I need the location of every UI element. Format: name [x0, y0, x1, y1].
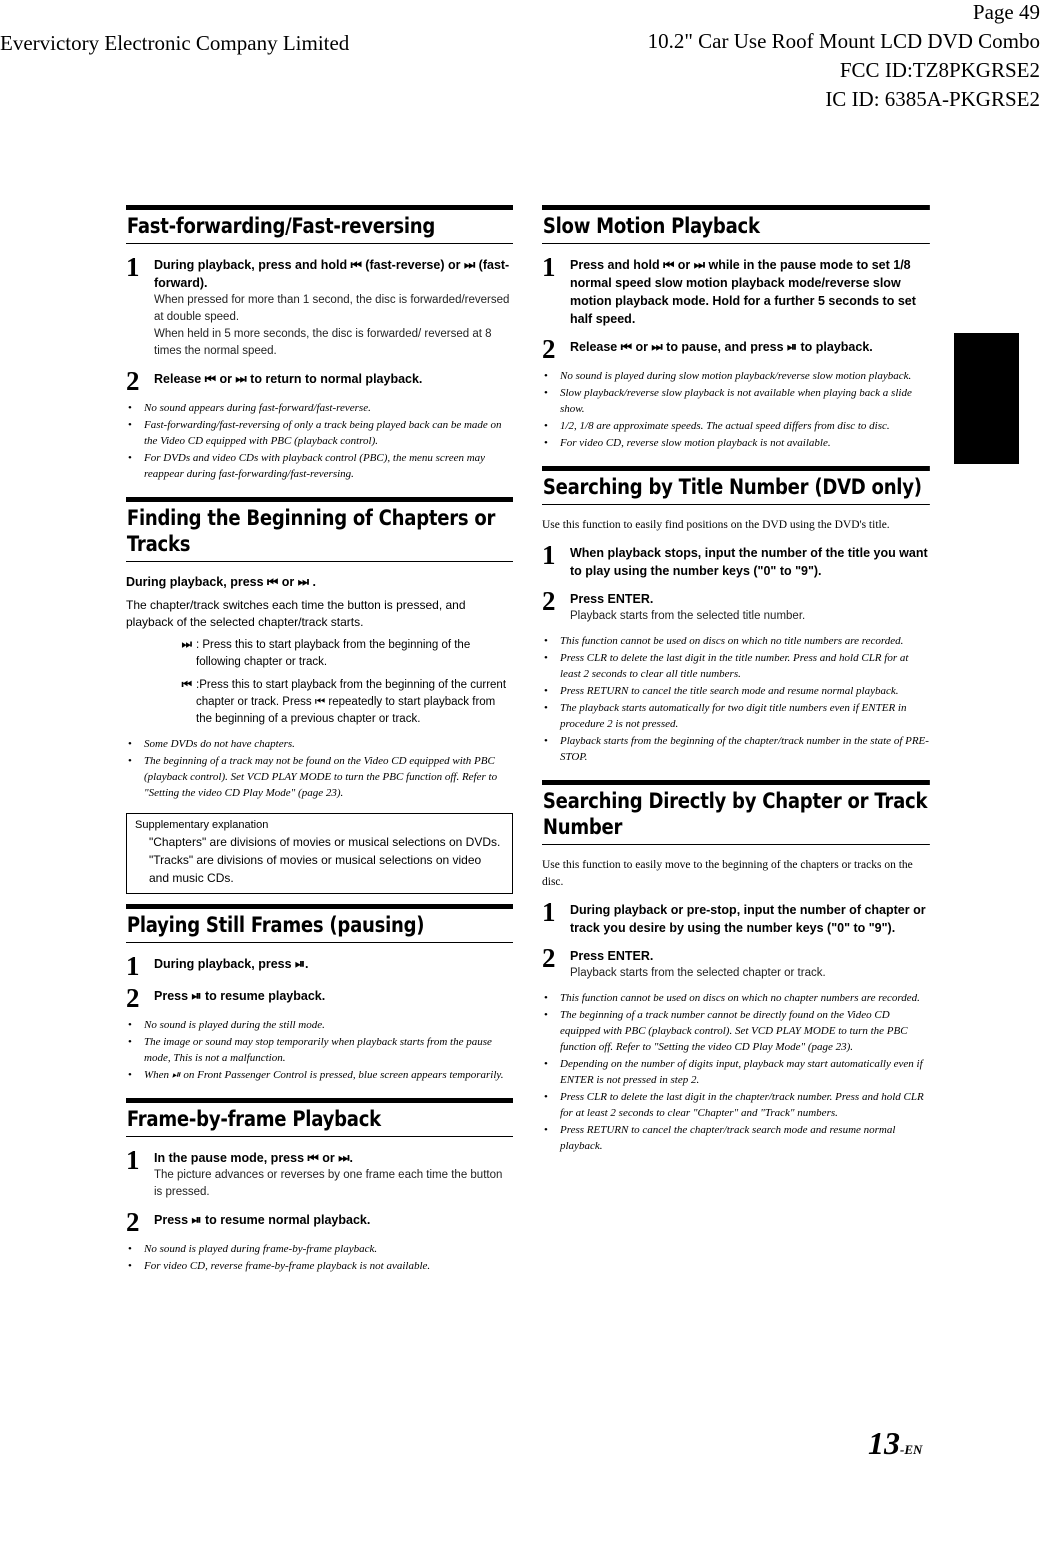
step-text: During playback, press and hold ⏮ (fast-reverse) or ⏭ (fast-forward).: [154, 258, 510, 290]
header-right: [648, 0, 1040, 116]
step-text: When playback stops, input the number of the title you want to play using the number keys ("0" to "9").: [570, 546, 928, 578]
step: [126, 951, 513, 981]
supplementary-title: Supplementary explanation: [135, 819, 269, 831]
section-title: Searching by Title Number (DVD only): [542, 466, 930, 505]
step-number: 1: [126, 252, 140, 282]
section-direct-search: [542, 780, 930, 1154]
note-item: • The beginning of a track number cannot be directly found on the Video CD equipped with PBC (playback control). Set VCD PLAY MODE to turn the PBC function off. Refer to "Setting the video CD Play Mode" (page 23).: [542, 1007, 930, 1055]
step: [542, 252, 930, 328]
step-text: During playback, press ⏯.: [154, 957, 309, 971]
step: [126, 366, 513, 396]
page-label: Page 49: [972, 0, 1040, 24]
fcc-id: FCC ID:TZ8PKGRSE2: [839, 58, 1040, 82]
step-desc: Playback starts from the selected chapter or track.: [570, 967, 826, 979]
explanation-text: : Press this to start playback from the beginning of the following chapter or track.: [196, 639, 471, 668]
note-item: • No sound is played during frame-by-frame playback.: [126, 1241, 513, 1257]
note-item: • The image or sound may stop temporarily when playback starts from the pause mode, This is not a malfunction.: [126, 1034, 513, 1066]
supplementary-box: [126, 813, 513, 894]
step-desc: When held in 5 more seconds, the disc is forwarded/ reversed at 8 times the normal speed.: [154, 328, 492, 357]
notes-list: [542, 368, 930, 451]
note-item: • Press RETURN to cancel the chapter/track search mode and resume normal playback.: [542, 1122, 930, 1154]
notes-list: [126, 736, 513, 801]
step-text: In the pause mode, press ⏮ or ⏭.: [154, 1151, 353, 1165]
step-number: 2: [126, 983, 140, 1013]
step-text: Release ⏮ or ⏭ to return to normal playback.: [154, 372, 423, 386]
step: [542, 586, 930, 625]
step-desc: The picture advances or reverses by one frame each time the button is pressed.: [154, 1169, 503, 1198]
step-number: 2: [126, 1207, 140, 1237]
note-item: • Press RETURN to cancel the title search mode and resume normal playback.: [542, 683, 930, 699]
step: [542, 943, 930, 982]
step: [542, 897, 930, 937]
note-item: • The playback starts automatically for two digit title numbers even if ENTER in procedure 2 is not pressed.: [542, 700, 930, 732]
explanation-text: :Press this to start playback from the beginning of the current chapter or track. Press ⏮ repeatedly to start playback from the beginning of a previous chapter or track.: [196, 679, 507, 725]
step-number: 1: [542, 540, 556, 570]
note-item: • Press CLR to delete the last digit in the chapter/track number. Press and hold CLR for at least 2 seconds to clear "Chapter" and "Track" numbers.: [542, 1089, 930, 1121]
note-item: • Slow playback/reverse slow playback is not available when playing back a slide show.: [542, 385, 930, 417]
step-text: Press ⏯ to resume normal playback.: [154, 1213, 371, 1227]
step: [126, 252, 513, 360]
right-column: [542, 205, 930, 1155]
step-desc: Playback starts from the selected title number.: [570, 610, 806, 622]
section-title-search: [542, 466, 930, 765]
section-intro: Use this function to easily move to the beginning of the chapters or tracks on the disc.: [542, 859, 913, 888]
step-text: Release ⏮ or ⏭ to pause, and press ⏯ to playback.: [570, 340, 873, 354]
step-number: 1: [542, 897, 556, 927]
note-item: • For video CD, reverse frame-by-frame playback is not available.: [126, 1258, 513, 1274]
skip-forward-icon: ⏭: [181, 639, 192, 651]
notes-list: [126, 1241, 513, 1274]
notes-list: [542, 633, 930, 765]
section-title: Finding the Beginning of Chapters or Tracks: [126, 497, 513, 562]
note-item: • The beginning of a track may not be found on the Video CD equipped with PBC (playback control). Set VCD PLAY MODE to turn the PBC function off. Refer to "Setting the video CD Play Mode" (page 23).: [126, 753, 513, 801]
skip-back-icon: ⏮: [181, 679, 192, 691]
step-text: Press ENTER.: [570, 592, 654, 606]
product-name: 10.2" Car Use Roof Mount LCD DVD Combo: [647, 29, 1040, 53]
note-item: • This function cannot be used on discs on which no chapter numbers are recorded.: [542, 990, 930, 1006]
note-item: • For DVDs and video CDs with playback control (PBC), the menu screen may reappear during fast-forwarding/fast-reversing.: [126, 450, 513, 482]
section-side-tab: [954, 333, 1019, 464]
section-title: Fast-forwarding/Fast-reversing: [126, 205, 513, 244]
button-explanation: [148, 637, 513, 671]
supplementary-text: "Chapters" are divisions of movies or musical selections on DVDs.: [149, 835, 501, 849]
note-item: • No sound is played during the still mode.: [126, 1017, 513, 1033]
note-item: • For video CD, reverse slow motion playback is not available.: [542, 435, 930, 451]
note-item: • Fast-forwarding/fast-reversing of only a track being played back can be made on the Video CD equipped with PBC (playback control).: [126, 417, 513, 449]
lead-instruction: During playback, press ⏮ or ⏭ .: [126, 575, 316, 589]
step-number: 1: [126, 1145, 140, 1175]
step-text: Press and hold ⏮ or ⏭ while in the pause mode to set 1/8 normal speed slow motion playback mode/reverse slow motion playback mode. Hold for a further 5 seconds to set half speed.: [570, 258, 916, 326]
ic-id: IC ID: 6385A-PKGRSE2: [825, 87, 1040, 111]
button-explanation: [148, 677, 513, 728]
step: [126, 1145, 513, 1201]
section-slow-motion: [542, 205, 930, 451]
page-number: [868, 1426, 922, 1467]
section-title: Searching Directly by Chapter or Track Number: [542, 780, 930, 845]
note-item: • When ⏯ on Front Passenger Control is pressed, blue screen appears temporarily.: [126, 1067, 513, 1083]
section-title: Frame-by-frame Playback: [126, 1098, 513, 1137]
step-number: 2: [542, 943, 556, 973]
note-item: • Press CLR to delete the last digit in the title number. Press and hold CLR for at least 2 seconds to clear all title numbers.: [542, 650, 930, 682]
section-fast-forward: [126, 205, 513, 482]
note-item: • Playback starts from the beginning of the chapter/track number in the state of PRE-STOP.: [542, 733, 930, 765]
page-number-value: 13: [868, 1425, 900, 1461]
company-name: Evervictory Electronic Company Limited: [0, 31, 350, 55]
left-column: [126, 205, 513, 1275]
section-title: Slow Motion Playback: [542, 205, 930, 244]
step-number: 2: [542, 586, 556, 616]
step: [542, 540, 930, 580]
step: [126, 983, 513, 1013]
step-text: During playback or pre-stop, input the number of chapter or track you desire by using the number keys ("0" to "9").: [570, 903, 926, 935]
step-desc: When pressed for more than 1 second, the disc is forwarded/reversed at double speed.: [154, 294, 510, 323]
step: [126, 1207, 513, 1237]
page-number-suffix: -EN: [900, 1442, 923, 1457]
step-number: 1: [126, 951, 140, 981]
step-number: 2: [126, 366, 140, 396]
note-item: • Some DVDs do not have chapters.: [126, 736, 513, 752]
note-item: • No sound appears during fast-forward/fast-reverse.: [126, 400, 513, 416]
note-item: • This function cannot be used on discs on which no title numbers are recorded.: [542, 633, 930, 649]
section-still-frames: [126, 904, 513, 1083]
step-text: Press ⏯ to resume playback.: [154, 989, 326, 1003]
note-item: • Depending on the number of digits input, playback may start automatically even if ENTER is not pressed in step 2.: [542, 1056, 930, 1088]
notes-list: [542, 990, 930, 1154]
step-number: 2: [542, 334, 556, 364]
supplementary-text: "Tracks" are divisions of movies or musical selections on video and music CDs.: [149, 853, 482, 885]
section-frame-by-frame: [126, 1098, 513, 1274]
notes-list: [126, 400, 513, 482]
section-title: Playing Still Frames (pausing): [126, 904, 513, 943]
section-intro: Use this function to easily find positions on the DVD using the DVD's title.: [542, 519, 890, 531]
step: [542, 334, 930, 364]
section-find-chapters: [126, 497, 513, 894]
note-item: • No sound is played during slow motion playback/reverse slow motion playback.: [542, 368, 930, 384]
notes-list: [126, 1017, 513, 1083]
step-text: Press ENTER.: [570, 949, 654, 963]
step-number: 1: [542, 252, 556, 282]
paragraph: The chapter/track switches each time the button is pressed, and playback of the selected chapter/track starts.: [126, 598, 466, 629]
note-item: • 1/2, 1/8 are approximate speeds. The actual speed differs from disc to disc.: [542, 418, 930, 434]
